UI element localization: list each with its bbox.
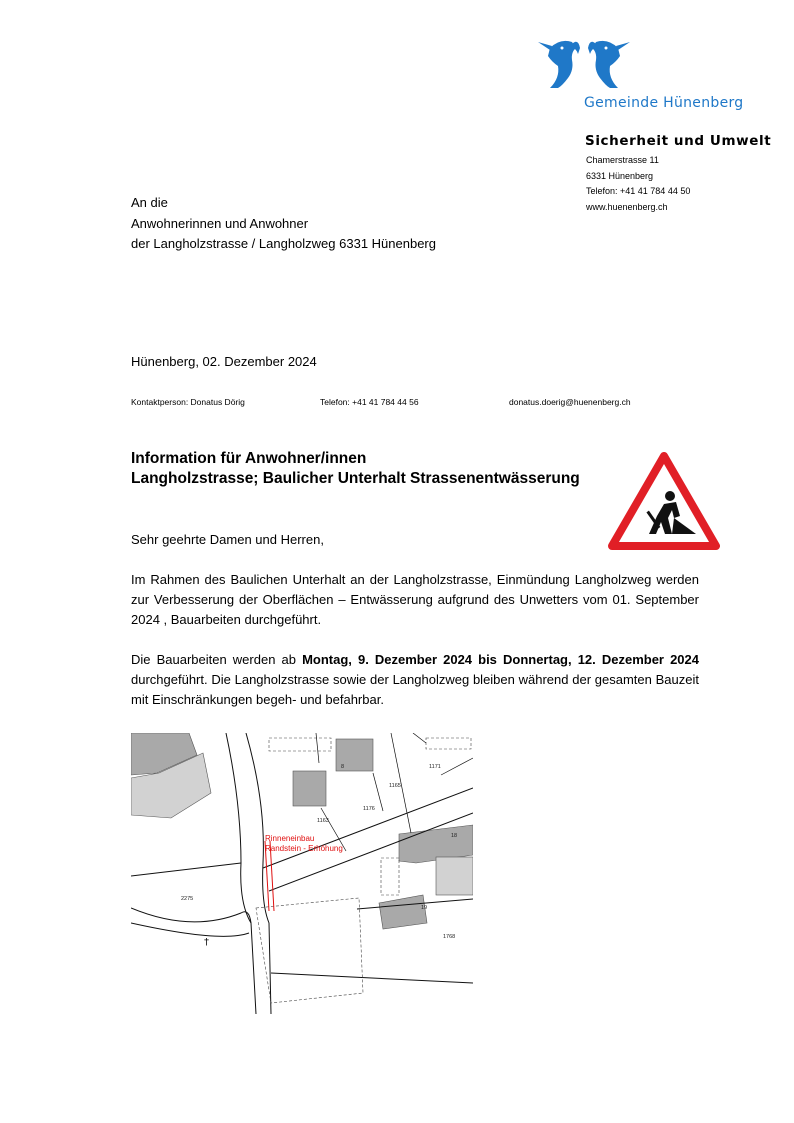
department-address xyxy=(586,153,690,215)
title-line: Information für Anwohner/innen xyxy=(131,450,367,467)
paragraph-intro: Im Rahmen des Baulichen Unterhalt an der Langholzstrasse, Einmündung Langholzweg werden zur Verbesserung der Oberflächen – Entwässerung aufgrund des Unwetters vom 01. September 2024 , Bauarbeiten durchgeführt. xyxy=(131,572,699,627)
parcel-label: 2275 xyxy=(181,896,194,902)
site-plan-map xyxy=(131,733,473,1014)
map-annotation: Rinneneinbau xyxy=(265,834,315,843)
building xyxy=(436,857,473,895)
schedule-dates: Montag, 9. Dezember 2024 bis Donnertag, 12. Dezember 2024 xyxy=(302,652,699,667)
salutation: Sehr geehrte Damen und Herren, xyxy=(131,532,324,547)
contact-person: Kontaktperson: Donatus Dörig xyxy=(131,397,245,407)
municipality-name: Gemeinde Hünenberg xyxy=(584,95,744,111)
address-phone: Telefon: +41 41 784 44 50 xyxy=(586,186,691,196)
building xyxy=(293,771,326,806)
address-street: Chamerstrasse 11 xyxy=(586,155,659,165)
cross-symbol: † xyxy=(204,937,209,948)
recipient-line: Anwohnerinnen und Anwohner xyxy=(131,215,309,231)
recipient-line: der Langholzstrasse / Langholzweg 6331 Hünenberg xyxy=(131,236,436,251)
unicorn-coat-of-arms-icon xyxy=(538,34,630,92)
building-label: 18 xyxy=(451,833,458,839)
parcel-label: 1768 xyxy=(443,934,456,940)
parcel-label: 1171 xyxy=(429,764,441,770)
parcel-label: 1176 xyxy=(363,806,375,812)
map-annotation: Randstein - Erhöhung xyxy=(265,844,343,853)
address-city: 6331 Hünenberg xyxy=(586,170,654,181)
parcel-label: 1163 xyxy=(317,818,329,824)
document-title xyxy=(131,449,580,489)
date-line: Hünenberg, 02. Dezember 2024 xyxy=(131,354,317,369)
paragraph-schedule xyxy=(131,650,699,710)
parcel-label: 1165 xyxy=(389,783,401,789)
title-line: Langholzstrasse; Baulicher Unterhalt Strassenentwässerung xyxy=(131,470,580,487)
department-name: Sicherheit und Umwelt xyxy=(585,133,772,149)
address-website[interactable]: www.huenenberg.ch xyxy=(586,201,668,212)
schedule-text-end: durchgeführt. Die Langholzstrasse sowie der Langholzweg bleiben während der gesamten Bauzeit mit Einschränkungen begeh- und befahrbar. xyxy=(131,672,699,707)
contact-phone: Telefon: +41 41 784 44 56 xyxy=(320,397,419,407)
building-label: 19 xyxy=(421,905,428,911)
building-label: 8 xyxy=(341,764,345,770)
recipient-line: An die xyxy=(131,195,168,210)
schedule-text: Die Bauarbeiten werden ab xyxy=(131,652,303,667)
contact-email[interactable]: donatus.doerig@huenenberg.ch xyxy=(509,397,631,407)
recipient-block xyxy=(131,193,436,255)
